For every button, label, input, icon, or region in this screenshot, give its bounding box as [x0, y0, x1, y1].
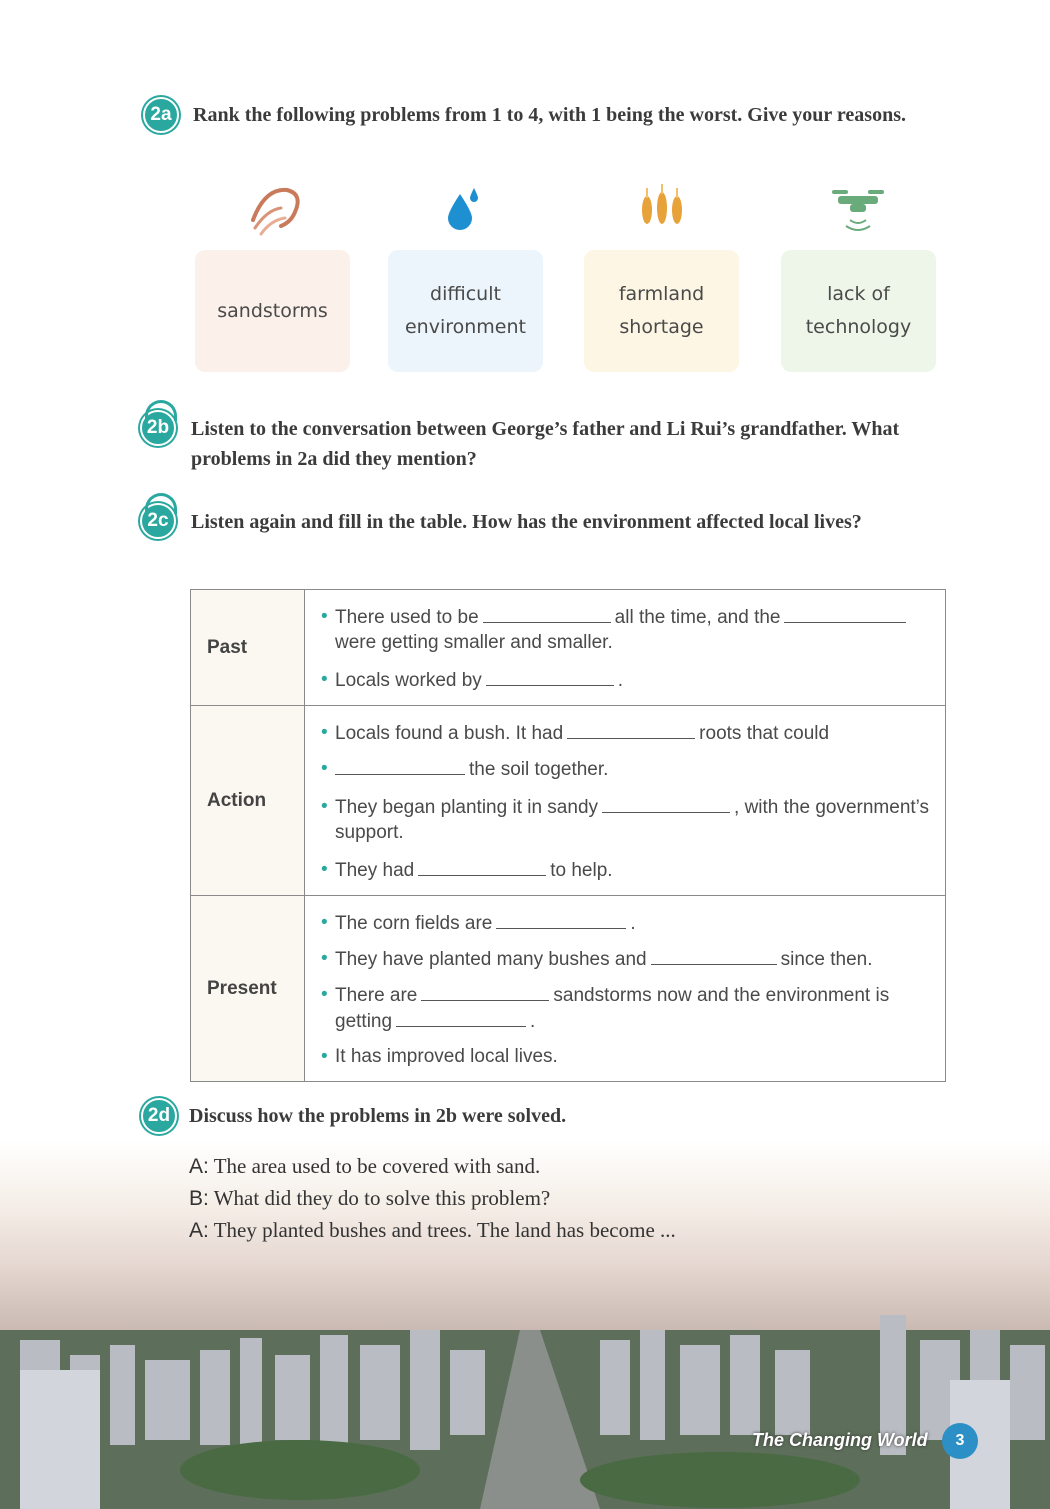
answer-blank[interactable] [483, 604, 611, 623]
bullet-text: They had [335, 860, 415, 881]
bullet-text: Locals worked by [335, 670, 482, 691]
page-number: 3 [942, 1423, 978, 1459]
dialogue-text: What did they do to solve this problem? [213, 1186, 551, 1210]
bullet-item [321, 857, 931, 883]
bullet-item: • The corn fields are . [321, 910, 931, 936]
instruction-2a: Rank the following problems from 1 to 4, with 1 being the worst. Give your reasons. [193, 104, 906, 126]
drone-icon [828, 180, 888, 240]
dialogue-text: The area used to be covered with sand. [213, 1154, 541, 1178]
instruction-2c: Listen again and fill in the table. How has the environment affected local lives? [191, 511, 862, 533]
bullet-text: since then. [780, 949, 873, 970]
problem-card-label: sandstorms [217, 299, 328, 322]
fill-in-table [190, 589, 946, 1082]
bullet-item: • Locals worked by . [321, 667, 931, 693]
bullet-item [321, 604, 931, 655]
sandstorm-icon [245, 180, 305, 240]
section-badge-2d: 2d [141, 1098, 177, 1134]
bullet-text: There are [335, 985, 418, 1006]
bullet-text: They have planted many bushes and [335, 949, 647, 970]
speaker-label: A: [189, 1219, 209, 1242]
bullet-text: were getting smaller and smaller. [335, 632, 613, 653]
water-drop-icon [430, 180, 490, 240]
unit-title: The Changing World [752, 1430, 928, 1450]
row-content-action [305, 706, 946, 896]
answer-blank[interactable] [335, 756, 465, 775]
bullet-text: all the time, and the [614, 607, 781, 628]
bullet-text: It has improved local lives. [335, 1046, 558, 1067]
section-badge-2b: 2b [140, 410, 176, 446]
bullet-item [321, 794, 931, 845]
table-row-action [191, 706, 946, 896]
row-content-present [305, 896, 946, 1082]
bullet-text: , with the government’s support. [335, 797, 930, 843]
bullet-text: the soil together. [469, 759, 609, 780]
answer-blank[interactable] [651, 946, 777, 965]
dialogue-line [189, 1214, 889, 1247]
problem-card-label: farmland shortage [618, 283, 705, 338]
row-label-action: Action [191, 706, 305, 896]
answer-blank[interactable] [784, 604, 906, 623]
answer-blank[interactable] [418, 857, 546, 876]
bullet-text: The corn fields are [335, 913, 493, 934]
problem-card-label: difficult environment [404, 283, 526, 338]
answer-blank[interactable] [396, 1008, 526, 1027]
bullet-text: sandstorms now and the environment is getting [335, 985, 890, 1032]
bullet-item [321, 1044, 931, 1069]
problem-card-sandstorms [195, 250, 350, 372]
section-badge-2c: 2c [140, 503, 176, 539]
dialogue-line [189, 1150, 889, 1183]
bullet-continuation [321, 756, 931, 782]
row-content-past [305, 590, 946, 706]
problem-card-environment [388, 250, 543, 372]
answer-blank[interactable] [602, 794, 730, 813]
answer-blank[interactable] [486, 667, 614, 686]
bullet-text: to help. [550, 860, 613, 881]
instruction-2d: Discuss how the problems in 2b were solved. [189, 1105, 567, 1127]
problem-card-technology [781, 250, 936, 372]
bullet-item [321, 946, 931, 972]
instruction-2b: Listen to the conversation between George’s father and Li Rui’s grandfather. What problems in 2a did they mention? [191, 418, 900, 470]
wheat-icon [632, 180, 692, 240]
problem-card-farmland [584, 250, 739, 372]
bullet-item [321, 720, 931, 746]
bullet-text: They began planting it in sandy [335, 797, 599, 818]
bullet-text: roots that could [699, 723, 830, 744]
dialogue-line [189, 1182, 889, 1215]
answer-blank[interactable] [567, 720, 695, 739]
bullet-item: • There are sandstorms now and the environment is getting . [321, 982, 931, 1034]
row-label-present: Present [191, 896, 305, 1082]
table-row-present [191, 896, 946, 1082]
row-label-past: Past [191, 590, 305, 706]
answer-blank[interactable] [421, 982, 549, 1001]
table-row-past [191, 590, 946, 706]
speaker-label: A: [189, 1155, 209, 1178]
section-badge-2a: 2a [143, 97, 179, 133]
dialogue-text: They planted bushes and trees. The land has become ... [213, 1218, 676, 1242]
bullet-text: Locals found a bush. It had [335, 723, 564, 744]
answer-blank[interactable] [496, 910, 626, 929]
speaker-label: B: [189, 1187, 209, 1210]
problem-card-label: lack of technology [805, 283, 912, 338]
bullet-text: There used to be [335, 607, 479, 628]
